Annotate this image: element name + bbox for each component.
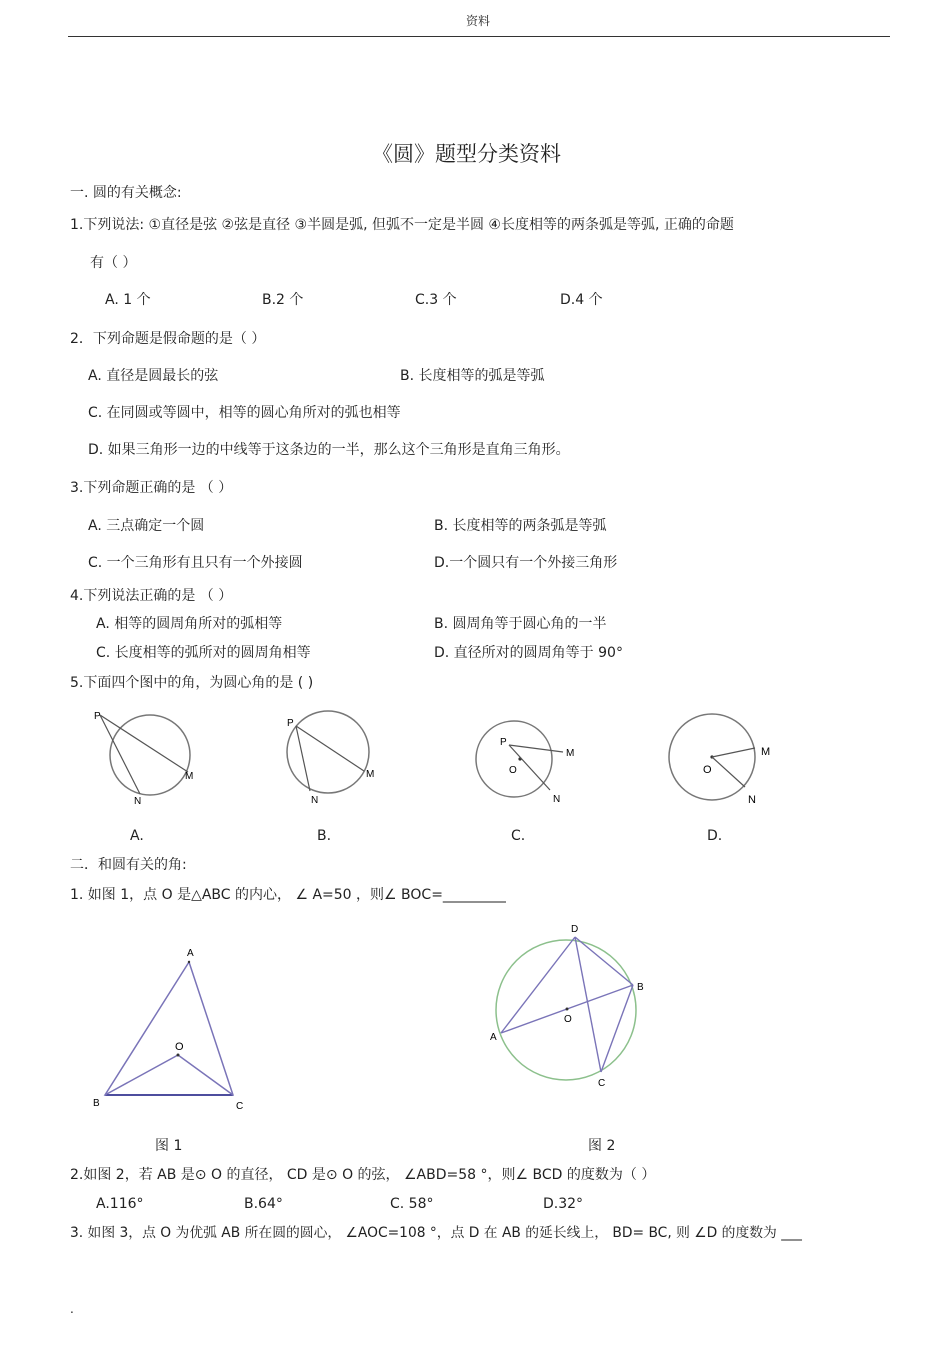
q3-option-a: A. 三点确定一个圆	[88, 518, 205, 534]
q1-option-c: C.3 个	[415, 292, 457, 308]
q3-stem: 3.下列命题正确的是 （ ）	[70, 480, 233, 496]
point-o-label: O	[703, 764, 712, 776]
figure-2-circle	[480, 915, 670, 1095]
q4-option-b: B. 圆周角等于圆心角的一半	[434, 616, 607, 632]
footer-dot: .	[70, 1302, 74, 1316]
point-p-label: P	[500, 737, 507, 748]
figure-1-caption: 图 1	[155, 1138, 183, 1154]
q5-figure-c	[470, 705, 590, 815]
point-n-label: N	[553, 794, 561, 805]
q5-label-d: D.	[707, 828, 723, 844]
q4-option-d: D. 直径所对的圆周角等于 90°	[434, 645, 623, 661]
point-n-label: N	[748, 794, 756, 806]
header-rule	[68, 36, 890, 37]
point-b-label: B	[637, 982, 644, 993]
vertex-c-label: C	[236, 1101, 244, 1112]
q1-option-d: D.4 个	[560, 292, 603, 308]
vertex-b-label: B	[93, 1098, 100, 1109]
s2-q3: 3. 如图 3，点 O 为优弧 AB 所在圆的圆心， ∠AOC=108 °，点 D 在 AB 的延长线上， BD= BC, 则 ∠D 的度数为 ___	[70, 1225, 802, 1241]
q2-option-a: A. 直径是圆最长的弦	[88, 368, 219, 384]
figure-2-caption: 图 2	[588, 1138, 616, 1154]
point-m-label: M	[185, 771, 194, 782]
q2-option-b: B. 长度相等的弧是等弧	[400, 368, 545, 384]
q2-stem: 2．下列命题是假命题的是（ ）	[70, 331, 266, 347]
q2-option-c: C. 在同圆或等圆中，相等的圆心角所对的弧也相等	[88, 405, 401, 421]
q4-option-c: C. 长度相等的弧所对的圆周角相等	[96, 645, 311, 661]
incenter-o-label: O	[175, 1041, 184, 1053]
q4-stem: 4.下列说法正确的是 （ ）	[70, 588, 233, 604]
figure-1-triangle	[85, 940, 265, 1120]
s2-q1: 1. 如图 1，点 O 是△ABC 的内心， ∠ A=50 ，则∠ BOC=_________	[70, 887, 506, 903]
q3-option-b: B. 长度相等的两条弧是等弧	[434, 518, 607, 534]
q2-option-d: D. 如果三角形一边的中线等于这条边的一半，那么这个三角形是直角三角形。	[88, 442, 570, 458]
point-m-label: M	[566, 748, 575, 759]
q5-label-c: C.	[511, 828, 526, 844]
q5-label-b: B.	[317, 828, 332, 844]
point-m-label: M	[761, 746, 771, 758]
page-header: 资料	[466, 14, 491, 28]
s2-q2-stem: 2.如图 2，若 AB 是⊙ O 的直径， CD 是⊙ O 的弦， ∠ABD=58 °，则∠ BCD 的度数为（ ）	[70, 1167, 656, 1183]
q1-option-a: A. 1 个	[105, 292, 151, 308]
point-p-label: P	[94, 711, 101, 722]
q4-option-a: A. 相等的圆周角所对的弧相等	[96, 616, 283, 632]
q1-line2: 有（ ）	[90, 255, 137, 271]
q5-figure-d	[660, 705, 790, 815]
s2-q2-option-b: B.64°	[244, 1196, 283, 1212]
q5-label-a: A.	[130, 828, 144, 844]
q5-figure-a	[85, 705, 205, 815]
section-heading-2: 二．和圆有关的角:	[70, 857, 187, 873]
vertex-a-label: A	[187, 948, 194, 959]
document-title: 《圆》题型分类资料	[372, 142, 561, 166]
s2-q2-option-d: D.32°	[543, 1196, 584, 1212]
point-a-label: A	[490, 1032, 497, 1043]
q3-option-c: C. 一个三角形有且只有一个外接圆	[88, 555, 303, 571]
q5-stem: 5.下面四个图中的角，为圆心角的是 ( )	[70, 675, 314, 691]
q1-line1: 1.下列说法: ①直径是弦 ②弦是直径 ③半圆是弧, 但弧不一定是半圆 ④长度相等的两条弧是等弧, 正确的命题	[70, 217, 734, 233]
point-m-label: M	[366, 769, 375, 780]
point-n-label: N	[311, 795, 319, 806]
q1-option-b: B.2 个	[262, 292, 304, 308]
section-heading-1: 一. 圆的有关概念:	[70, 185, 182, 201]
point-p-label: P	[287, 718, 294, 729]
point-o-label: O	[509, 765, 517, 776]
point-c-label: C	[598, 1078, 606, 1089]
s2-q2-option-c: C. 58°	[390, 1196, 434, 1212]
s2-q2-option-a: A.116°	[96, 1196, 144, 1212]
point-n-label: N	[134, 796, 142, 807]
center-o-label: O	[564, 1014, 572, 1025]
point-d-label: D	[571, 924, 579, 935]
q5-figure-b	[280, 705, 400, 815]
q3-option-d: D.一个圆只有一个外接三角形	[434, 555, 618, 571]
